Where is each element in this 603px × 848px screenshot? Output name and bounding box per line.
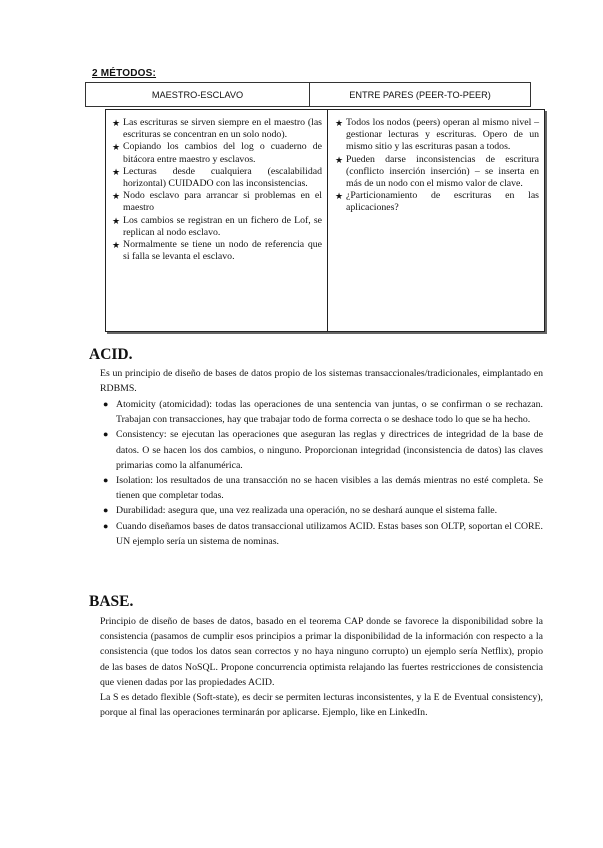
acid-list xyxy=(100,397,543,549)
master-slave-item-text: Copiando los cambios del log o cuaderno de bitácora entre maestro y esclavos. xyxy=(123,141,322,165)
methods-table-header xyxy=(85,82,531,107)
section-title: 2 MÉTODOS: xyxy=(92,68,157,79)
star-icon: ★ xyxy=(112,166,121,177)
master-slave-item xyxy=(112,239,322,263)
acid-item-text: Cuando diseñamos bases de datos transaccional utilizamos ACID. Estas bases son OLTP, soportan el CORE. UN ejemplo sería un sistema de nominas. xyxy=(116,520,543,547)
acid-heading: ACID. xyxy=(89,346,133,363)
base-paragraph: La S es detado flexible (Soft-state), es decir se permiten lecturas inconsistentes, y la E de Eventual consistency), porque al final las operaciones terminarán por aplicarse. Ejemplo, like en LinkedIn. xyxy=(100,692,543,719)
peer-to-peer-list xyxy=(335,117,539,215)
peer-to-peer-column xyxy=(328,110,544,331)
star-icon: ★ xyxy=(335,191,344,202)
master-slave-list xyxy=(112,117,322,263)
bullet-icon: ● xyxy=(103,520,109,531)
master-slave-item-text: Las escrituras se sirven siempre en el maestro (las escrituras se concentran en un solo nodo). xyxy=(123,117,322,141)
acid-item xyxy=(100,427,543,473)
master-slave-column xyxy=(106,110,328,331)
base-paragraph: Principio de diseño de bases de datos, basado en el teorema CAP donde se favorece la disponibilidad sobre la consistencia (pasamos de cumplir esos principios a primar la disponibilidad de la información con respecto a la consistencia (que todos los datos sean correctos y no haya ninguno corrupto) un ejemplo sería Netflix), propio de las bases de datos NoSQL. Propone concurrencia optimista relajando las fuertes restricciones de consistencia que vienen dadas por las propiedades ACID. xyxy=(100,616,543,688)
star-icon: ★ xyxy=(112,215,121,226)
bullet-icon: ● xyxy=(103,505,109,516)
peer-to-peer-item-text: Todos los nodos (peers) operan al mismo nivel – gestionar lecturas y escrituras. Opero de un mismo sitio y las escrituras pasan a todos. xyxy=(346,117,539,153)
peer-to-peer-item-text: ¿Particionamiento de escrituras en las aplicaciones? xyxy=(346,190,539,214)
star-icon: ★ xyxy=(112,142,121,153)
star-icon: ★ xyxy=(112,240,121,251)
peer-to-peer-item xyxy=(335,190,539,214)
bullet-icon: ● xyxy=(103,429,109,440)
peer-to-peer-item xyxy=(335,117,539,154)
acid-item-text: Isolation: los resultados de una transacción no se hacen visibles a las demás mientras no esté completa. Se tienen que completar todas. xyxy=(116,475,543,502)
master-slave-item-text: Los cambios se registran en un fichero de Lof, se replican al nodo esclavo. xyxy=(123,214,322,238)
acid-item xyxy=(100,473,543,503)
star-icon: ★ xyxy=(335,118,344,128)
base-heading: BASE. xyxy=(89,593,134,610)
master-slave-item xyxy=(112,141,322,165)
master-slave-item-text: Lecturas desde cualquiera (escalabilidad horizontal) CUIDADO con las inconsistencias. xyxy=(123,165,322,190)
star-icon: ★ xyxy=(335,154,344,165)
acid-intro: Es un principio de diseño de bases de datos propio de los sistemas transaccionales/tradicionales, eimplantado en RDBMS. xyxy=(100,368,543,395)
master-slave-item xyxy=(112,117,322,141)
star-icon: ★ xyxy=(112,191,121,202)
peer-to-peer-item-text: Pueden darse inconsistencias de escritura (conflicto inserción inserción) – se inserta en más de un nodo con el mismo valor de clave. xyxy=(346,153,539,190)
acid-item-text: Durabilidad: asegura que, una vez realizada una operación, no se deshará aunque el sistema falle. xyxy=(116,505,498,517)
master-slave-item xyxy=(112,190,322,214)
bullet-icon: ● xyxy=(103,399,109,409)
acid-item xyxy=(100,503,543,518)
acid-item xyxy=(100,519,543,549)
bullet-icon: ● xyxy=(103,475,109,486)
header-master-slave: MAESTRO-ESCLAVO xyxy=(86,83,310,106)
master-slave-item-text: Normalmente se tiene un nodo de referencia que si falla se levanta el esclavo. xyxy=(123,239,322,263)
acid-item xyxy=(100,397,543,427)
star-icon: ★ xyxy=(112,118,121,128)
acid-item-text: Atomicity (atomicidad): todas las operaciones de una sentencia van juntas, o se confirman o se rechazan. Trabajan con transacciones, hay que trabajar todo de forma correcta o se deshace todo lo que se ha hecho. xyxy=(116,399,543,426)
acid-item-text: Consistency: se ejecutan las operaciones que aseguran las reglas y directrices de integridad de la base de datos. O se hacen los dos cambios, o ninguno. Proporcionan integridad (inconsistencia de datos) las claves primarias como la alfanumérica. xyxy=(116,429,543,471)
base-text xyxy=(100,614,543,720)
peer-to-peer-item xyxy=(335,154,539,191)
master-slave-item xyxy=(112,166,322,190)
header-peer-to-peer: ENTRE PARES (PEER-TO-PEER) xyxy=(349,89,491,100)
methods-table-body xyxy=(105,109,545,332)
master-slave-item-text: Nodo esclavo para arrancar si problemas en el maestro xyxy=(123,190,322,214)
master-slave-item xyxy=(112,215,322,239)
